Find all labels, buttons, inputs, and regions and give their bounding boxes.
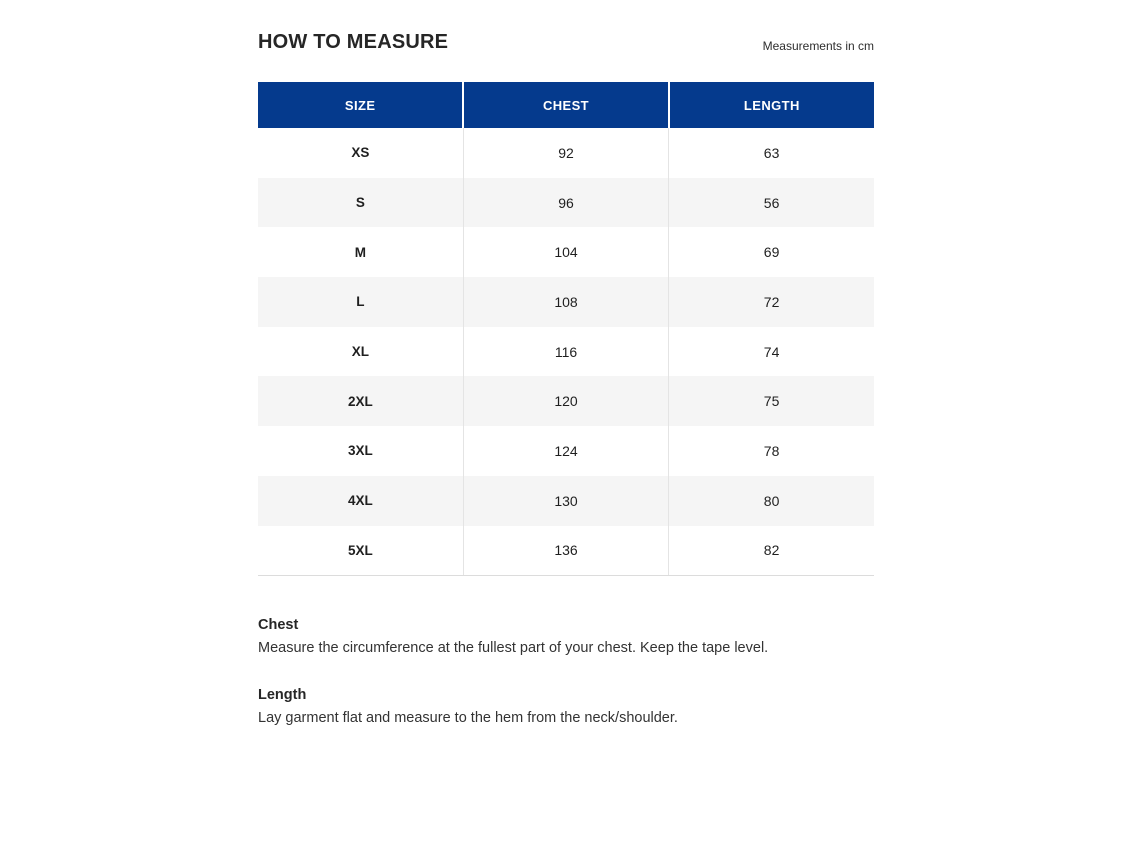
table-row [258,227,874,277]
length-cell: 69 [669,227,874,277]
size-cell: XL [258,327,463,377]
length-cell: 74 [669,327,874,377]
unit-note: Measurements in cm [762,39,874,53]
size-cell: S [258,178,463,228]
size-cell: 4XL [258,476,463,526]
chest-cell: 96 [463,178,668,228]
table-row [258,277,874,327]
size-cell: L [258,277,463,327]
column-header-chest: CHEST [463,82,668,128]
length-cell: 72 [669,277,874,327]
length-cell: 56 [669,178,874,228]
chest-note [258,614,874,660]
section-header [258,30,874,54]
chest-cell: 124 [463,426,668,476]
measurement-notes [258,614,874,730]
table-row [258,376,874,426]
size-chart-head [258,82,874,128]
chest-cell: 136 [463,526,668,576]
table-row [258,327,874,377]
size-cell: XS [258,128,463,178]
length-cell: 63 [669,128,874,178]
size-cell: 3XL [258,426,463,476]
chest-cell: 92 [463,128,668,178]
length-cell: 80 [669,476,874,526]
length-cell: 78 [669,426,874,476]
chest-cell: 120 [463,376,668,426]
length-cell: 82 [669,526,874,576]
chest-cell: 130 [463,476,668,526]
table-row [258,526,874,576]
chest-cell: 116 [463,327,668,377]
length-note-label: Length [258,686,307,703]
size-cell: 5XL [258,526,463,576]
size-guide-section [258,0,874,730]
chest-cell: 104 [463,227,668,277]
table-row [258,128,874,178]
size-cell: M [258,227,463,277]
chest-note-label: Chest [258,616,299,633]
length-note-text: Lay garment flat and measure to the hem from the neck/shoulder. [258,709,678,726]
table-row [258,426,874,476]
size-chart-table [258,82,874,576]
length-cell: 75 [669,376,874,426]
size-cell: 2XL [258,376,463,426]
column-header-length: LENGTH [669,82,874,128]
size-chart-header-row [258,82,874,128]
column-header-size: SIZE [258,82,463,128]
table-row [258,178,874,228]
chest-cell: 108 [463,277,668,327]
table-row [258,476,874,526]
size-chart-body [258,128,874,575]
chest-note-text: Measure the circumference at the fullest part of your chest. Keep the tape level. [258,639,769,656]
length-note [258,684,874,730]
page-title: HOW TO MEASURE [258,31,449,53]
